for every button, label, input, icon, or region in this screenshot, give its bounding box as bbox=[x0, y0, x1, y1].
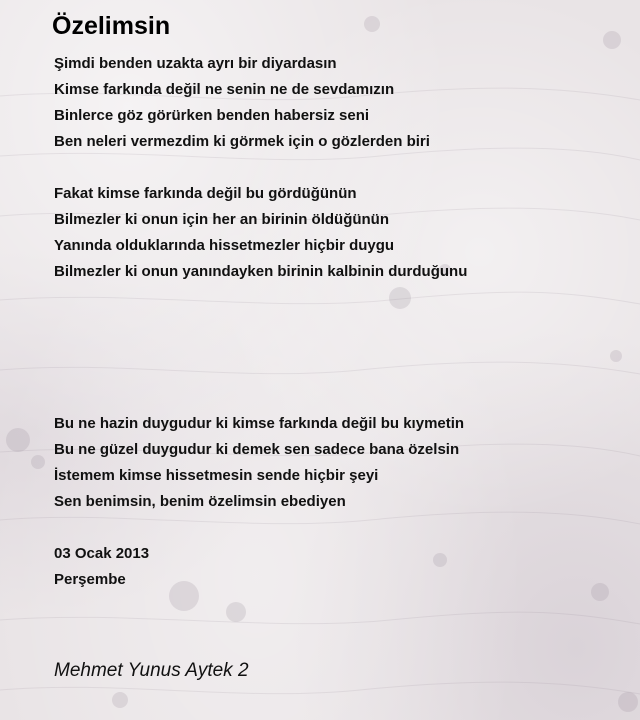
poem-author: Mehmet Yunus Aytek 2 bbox=[54, 660, 249, 681]
poem-line: Bilmezler ki onun yanındayken birinin kalbinin durduğunu bbox=[54, 263, 468, 280]
poem-line: İstemem kimse hissetmesin sende hiçbir şeyi bbox=[54, 467, 379, 484]
date-block bbox=[54, 541, 149, 593]
poem-line: Kimse farkında değil ne senin ne de sevdamızın bbox=[54, 81, 395, 98]
poem-line: Yanında olduklarında hissetmezler hiçbir duygu bbox=[54, 237, 395, 254]
poem-line: Fakat kimse farkında değil bu gördüğünün bbox=[54, 185, 357, 202]
poem-date: 03 Ocak 2013 bbox=[54, 545, 150, 562]
stanza-3 bbox=[54, 411, 464, 515]
poem-line: Sen benimsin, benim özelimsin ebediyen bbox=[54, 493, 346, 510]
poem-line: Binlerce göz görürken benden habersiz seni bbox=[54, 107, 370, 124]
poem-weekday: Perşembe bbox=[54, 571, 126, 588]
poem-line: Şimdi benden uzakta ayrı bir diyardasın bbox=[54, 55, 337, 72]
poem-line: Ben neleri vermezdim ki görmek için o gözlerden biri bbox=[54, 133, 430, 150]
poem-line: Bu ne güzel duygudur ki demek sen sadece bana özelsin bbox=[54, 441, 460, 458]
poem-line: Bilmezler ki onun için her an birinin öldüğünün bbox=[54, 211, 390, 228]
poem-line: Bu ne hazin duygudur ki kimse farkında değil bu kıymetin bbox=[54, 415, 465, 432]
stanza-2 bbox=[54, 181, 467, 285]
stanza-1 bbox=[54, 51, 430, 155]
poem-title: Özelimsin bbox=[52, 12, 171, 40]
